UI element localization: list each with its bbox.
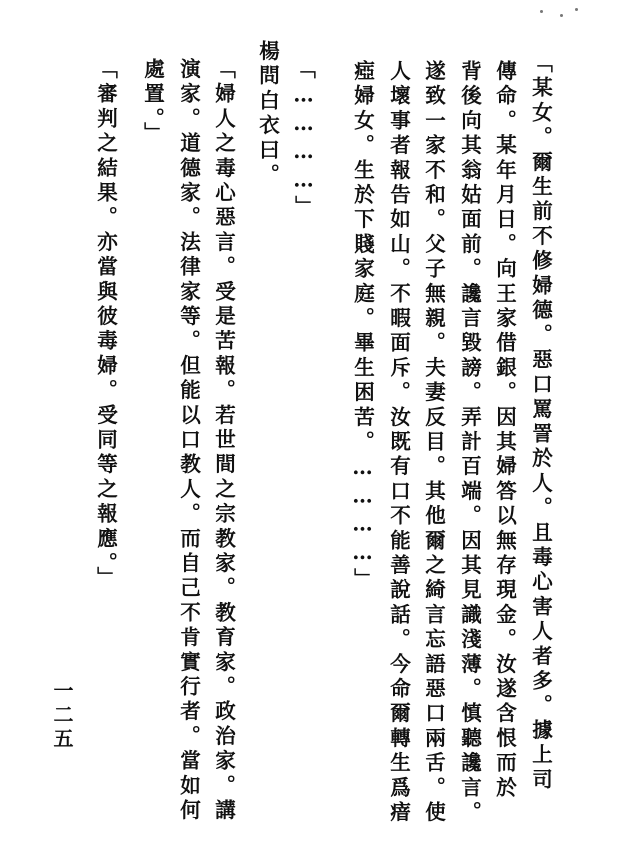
text-column-6: 瘂婦女。生於下賤家庭。畢生困苦。…………」: [350, 60, 375, 593]
page-number: 一二五: [50, 680, 74, 752]
scan-speck: [560, 14, 563, 17]
text-column-8: 楊問白衣曰。: [255, 40, 280, 189]
text-column-3: 背後向其翁姑面前。讒言毀謗。弄計百端。因其見識淺薄。慎聽讒言。: [457, 60, 482, 826]
text-column-5: 人壞事者報告如山。不暇面斥。汝既有口不能善說話。今命爾轉生爲瘖: [386, 60, 411, 826]
text-column-7: 「…………」: [291, 58, 316, 221]
text-column-1: 「某女。爾生前不修婦德。惡口罵詈於人。且毒心害人者多。據上司: [528, 52, 553, 793]
text-column-12: 「審判之結果。亦當與彼毒婦。受同等之報應。」: [93, 58, 118, 592]
text-column-4: 遂致一家不和。父子無親。夫妻反目。其他爾之綺言忘語惡口兩舌。使: [421, 60, 446, 826]
scan-speck: [575, 8, 578, 11]
text-column-2: 傳命。某年月日。向王家借銀。因其婦答以無存現金。汝遂含恨而於: [492, 60, 517, 801]
scan-speck: [540, 10, 543, 13]
text-column-11: 處置。」: [140, 58, 165, 147]
text-column-10: 演家。道德家。法律家等。但能以口教人。而自己不肯實行者。當如何: [176, 58, 201, 824]
text-column-9: 「婦人之毒心惡言。受是苦報。若世間之宗教家。教育家。政治家。講: [211, 58, 236, 824]
